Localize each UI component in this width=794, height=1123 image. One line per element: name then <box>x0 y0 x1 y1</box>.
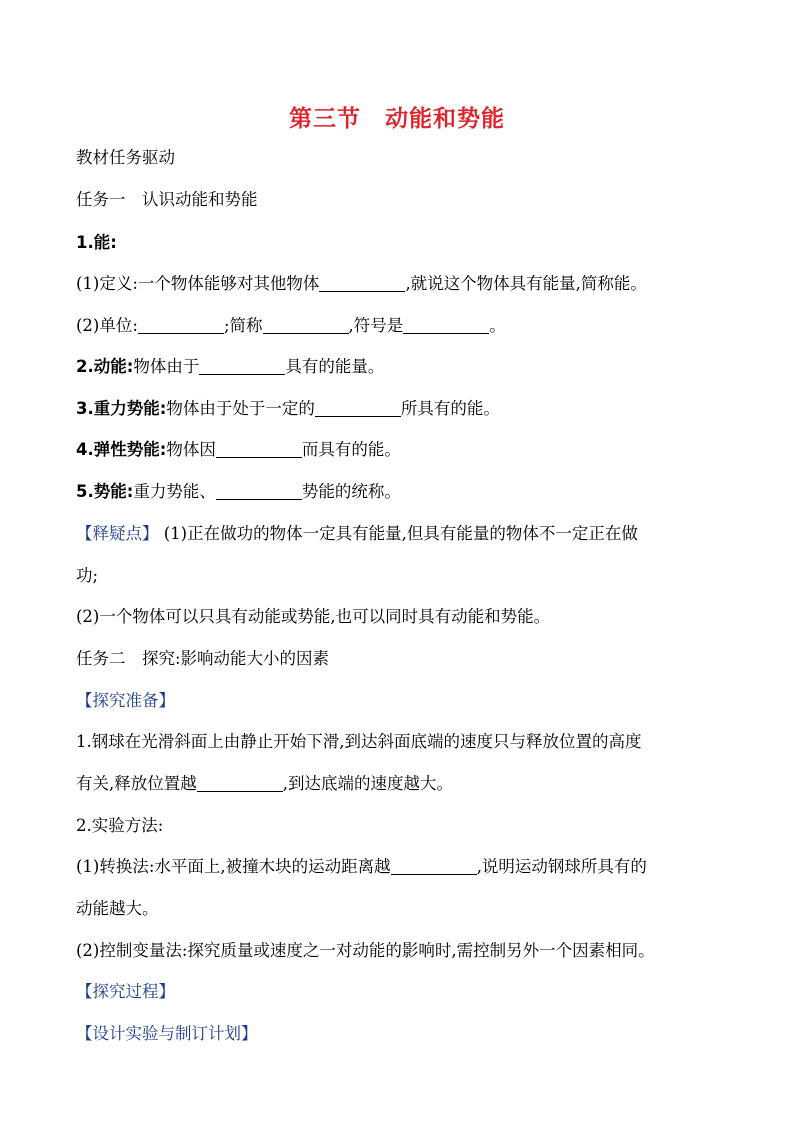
page-title: 第三节 动能和势能 <box>289 106 505 132</box>
fill-blank[interactable] <box>216 441 302 458</box>
fill-blank[interactable] <box>319 275 405 292</box>
fill-blank[interactable] <box>263 317 349 334</box>
fill-blank[interactable] <box>138 317 224 334</box>
elastic-energy-text-b: 而具有的能。 <box>301 440 401 459</box>
process-label: 【探究过程】 <box>76 982 175 1001</box>
unit-text-b: ;简称 <box>223 316 263 335</box>
kinetic-energy-line <box>76 356 726 378</box>
method-line-1c: 动能越大。 <box>76 899 159 918</box>
clarify-text-1a: (1)正在做功的物体一定具有能量,但具有能量的物体不一定正在做 <box>158 524 638 543</box>
fill-blank[interactable] <box>199 358 285 375</box>
fill-blank[interactable] <box>197 775 283 792</box>
method-text-a: (1)转换法:水平面上,被撞木块的运动距离越 <box>76 857 391 876</box>
potential-energy-label: 5.势能: <box>76 482 134 501</box>
kinetic-energy-text-b: 具有的能量。 <box>285 357 385 376</box>
energy-heading: 1.能: <box>76 233 117 252</box>
prep-line-1: 1.钢球在光滑斜面上由静止开始下滑,到达斜面底端的速度只与释放位置的高度 <box>76 732 642 751</box>
fill-blank[interactable] <box>315 400 401 417</box>
potential-energy-text-a: 重力势能、 <box>133 482 216 501</box>
fill-blank[interactable] <box>216 483 302 500</box>
method-line-2: (2)控制变量法:探究质量或速度之一对动能的影响时,需控制另外一个因素相同。 <box>76 941 655 960</box>
gravitational-energy-text-b: 所具有的能。 <box>400 399 500 418</box>
method-heading: 2.实验方法: <box>76 816 164 835</box>
prep-label: 【探究准备】 <box>76 691 175 710</box>
gravitational-energy-label: 3.重力势能: <box>76 399 167 418</box>
method-text-b: ,说明运动钢球所具有的 <box>476 857 647 876</box>
clarify-line-2: (2)一个物体可以只具有动能或势能,也可以同时具有动能和势能。 <box>76 607 551 626</box>
prep-text-b: ,到达底端的速度越大。 <box>282 774 453 793</box>
prep-line-2 <box>76 773 726 795</box>
definition-text-b: ,就说这个物体具有能量,简称能。 <box>405 274 647 293</box>
task-one-heading: 任务一 认识动能和势能 <box>76 190 258 209</box>
gravitational-energy-line <box>76 398 726 420</box>
prep-text-a: 有关,释放位置越 <box>76 774 197 793</box>
gravitational-energy-text-a: 物体由于处于一定的 <box>166 399 315 418</box>
unit-text-c: ,符号是 <box>348 316 404 335</box>
potential-energy-line <box>76 481 726 503</box>
fill-blank[interactable] <box>391 858 477 875</box>
potential-energy-text-b: 势能的统称。 <box>301 482 401 501</box>
task-two-heading: 任务二 探究:影响动能大小的因素 <box>76 649 330 668</box>
clarify-line-1b: 功; <box>76 566 99 585</box>
clarify-label: 【释疑点】 <box>76 524 159 543</box>
method-line-1 <box>76 856 726 878</box>
section-heading: 教材任务驱动 <box>76 148 175 167</box>
kinetic-energy-label: 2.动能: <box>76 357 134 376</box>
definition-text-a: (1)定义:一个物体能够对其他物体 <box>76 274 320 293</box>
clarify-line-1 <box>76 523 726 545</box>
definition-line <box>76 273 726 295</box>
elastic-energy-text-a: 物体因 <box>166 440 216 459</box>
fill-blank[interactable] <box>403 317 489 334</box>
design-label: 【设计实验与制订计划】 <box>76 1024 258 1043</box>
kinetic-energy-text-a: 物体由于 <box>133 357 200 376</box>
elastic-energy-line <box>76 439 726 461</box>
unit-text-a: (2)单位: <box>76 316 138 335</box>
elastic-energy-label: 4.弹性势能: <box>76 440 167 459</box>
unit-text-d: 。 <box>489 316 506 335</box>
unit-line <box>76 315 726 337</box>
